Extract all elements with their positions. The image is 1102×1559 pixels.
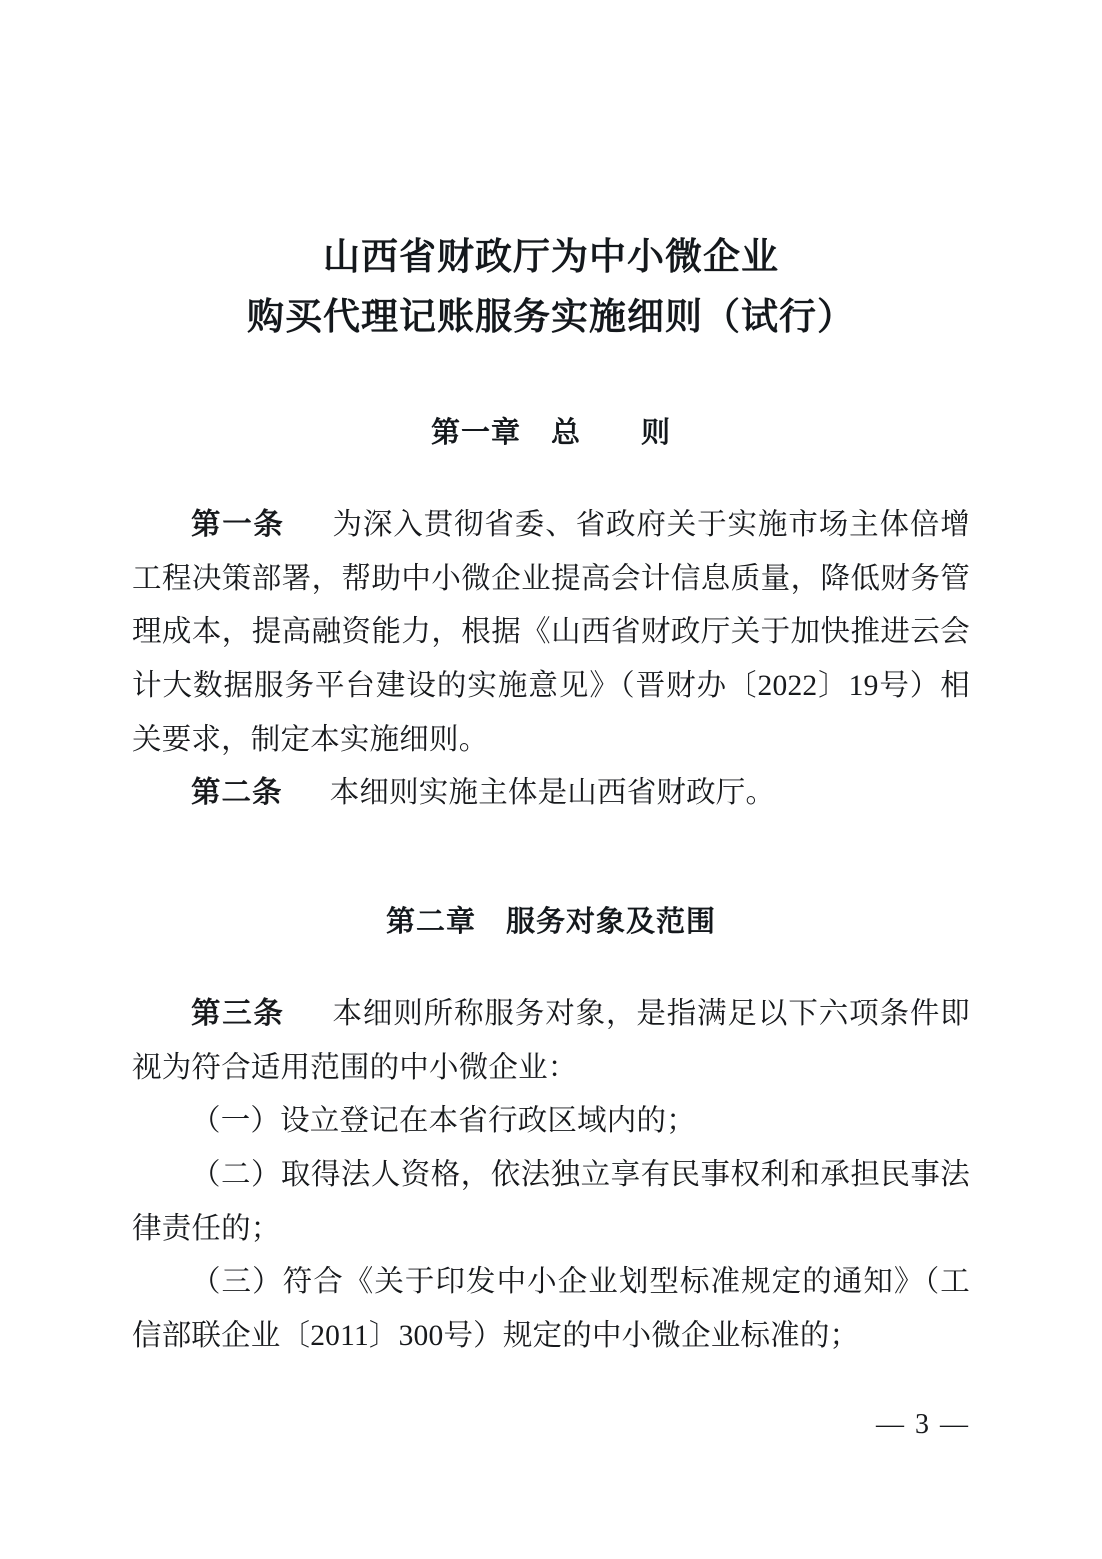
condition-item-1: （一）设立登记在本省行政区域内的； [191,1105,696,1138]
article-three-text: 本细则所称服务对象，是指满足以下六项条件即视为符合适用范围的中小微企业： [132,998,970,1084]
title-line-1: 山西省财政厅为中小微企业 [323,237,779,278]
page-number: — 3 — [876,1409,970,1440]
page-title [132,0,970,348]
article-one-label: 第一条 [191,508,285,541]
title-line-2: 购买代理记账服务实施细则（试行） [247,296,855,338]
article-three-paragraph [132,940,970,1095]
article-two-label: 第二条 [191,777,283,810]
condition-item-2: （二）取得法人资格，依法独立享有民事权利和承担民事法律责任的； [132,1159,970,1245]
article-two-paragraph [132,767,970,821]
chapter-one-heading: 第一章 总 则 [430,416,671,449]
article-one-paragraph [132,451,970,767]
article-three-label: 第三条 [191,998,285,1030]
condition-item-3: （三）符合《关于印发中小企业划型标准规定的通知》（工信部联企业〔2011〕300号）规定的中小微企业标准的； [132,1266,970,1353]
chapter-two-heading: 第二章 服务对象及范围 [385,906,716,938]
article-one-text: 为深入贯彻省委、省政府关于实施市场主体倍增工程决策部署，帮助中小微企业提高会计信息质量，降低财务管理成本，提高融资能力，根据《山西省财政厅关于加快推进云会计大数据服务平台建设的实施意见》（晋财办〔2022〕19号）相关要求，制定本实施细则。 [132,508,970,756]
article-two-text: 本细则实施主体是山西省财政厅。 [329,777,776,810]
